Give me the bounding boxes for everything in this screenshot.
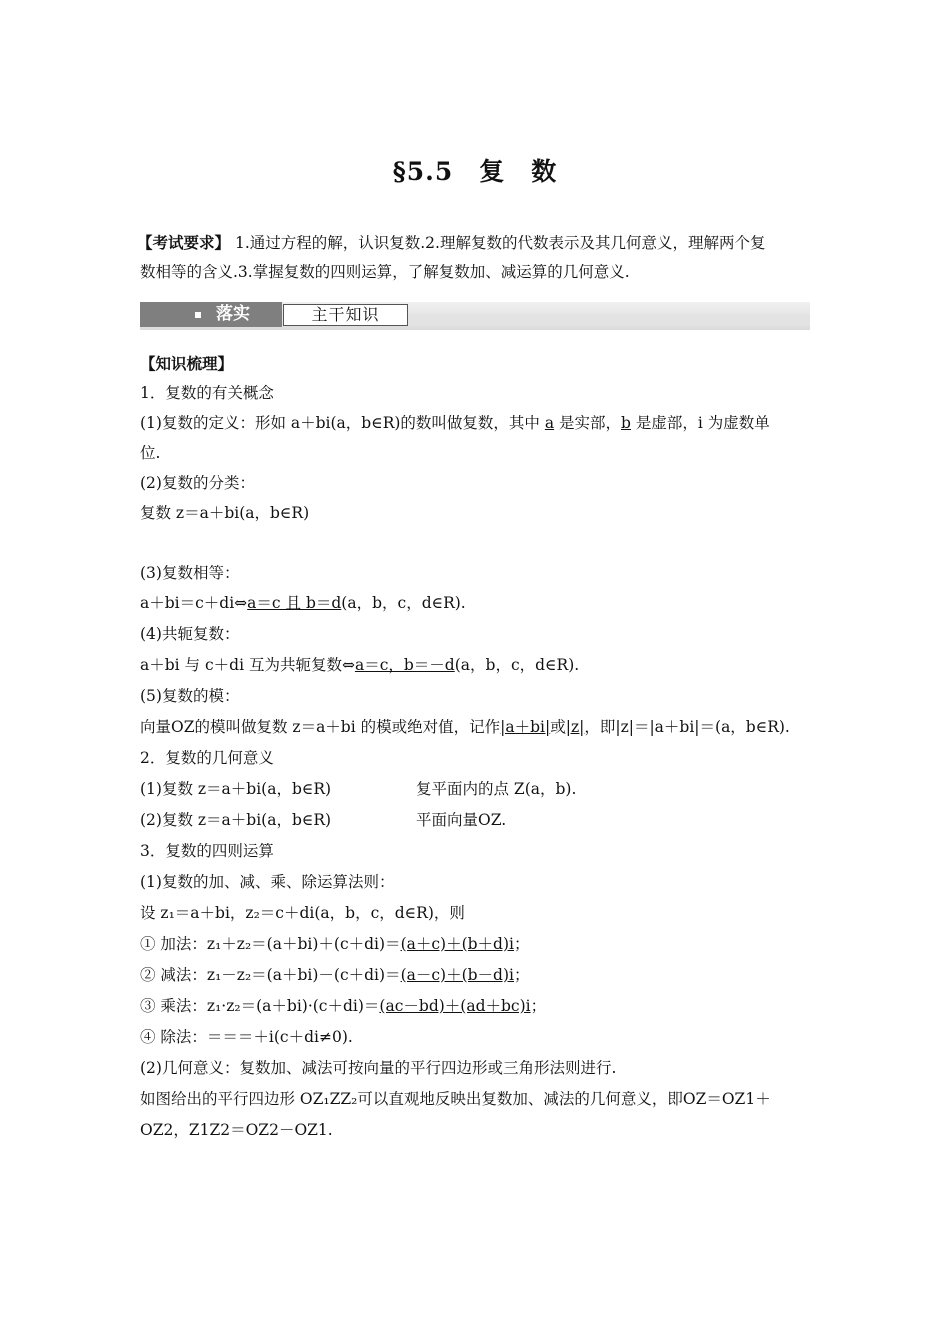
answer-addition: (a＋c)＋(b＋d)i [400, 935, 514, 953]
answer-multiplication: (ac－bd)＋(ad＋bc)i [379, 997, 531, 1015]
heading-concepts: 1．复数的有关概念 [140, 384, 274, 402]
conjugate-line: a＋bi 与 c＋di 互为共轭复数⇔a＝c，b＝－d(a，b，c，d∈R). [140, 656, 580, 674]
heading-geometric: 2．复数的几何意义 [140, 749, 274, 767]
parallelogram-line-cont: OZ2，Z1Z2＝OZ2－OZ1. [140, 1121, 333, 1139]
page-title: §5.5 复 数 [392, 157, 558, 186]
division-line: ④ 除法：＝＝＝＋i(c＋di≠0). [140, 1028, 353, 1046]
banner-left-label: 落实 [216, 304, 250, 324]
answer-subtraction: (a－c)＋(b－d)i [400, 966, 514, 984]
addition-line: ① 加法：z₁＋z₂＝(a＋bi)＋(c＋di)＝(a＋c)＋(b＋d)i； [140, 935, 530, 953]
modulus-heading: (5)复数的模： [140, 687, 240, 705]
banner-stripe [408, 314, 810, 326]
answer-conjugate: a＝c，b＝－d [354, 656, 455, 674]
parallelogram-line: 如图给出的平行四边形 OZ₁ZZ₂可以直观地反映出复数加、减法的几何意义，即OZ＝OZ1＋ [140, 1090, 771, 1108]
conjugate-heading: (4)共轭复数： [140, 625, 240, 643]
exam-requirements [137, 228, 812, 287]
answer-real-part: a [544, 414, 555, 432]
geometric-line-1: (1)复数 z＝a＋bi(a，b∈R) 复平面内的点 Z(a，b). [140, 780, 577, 798]
geometric-meaning-line: (2)几何意义：复数加、减法可按向量的平行四边形或三角形法则进行. [140, 1059, 617, 1077]
equality-line: a＋bi＝c＋di⇔a＝c 且 b＝d(a，b，c，d∈R). [140, 594, 466, 612]
modulus-line: 向量OZ的模叫做复数 z＝a＋bi 的模或绝对值，记作|a＋bi|或|z|，即|z|＝|a＋bi|＝(a，b∈R). [140, 718, 790, 736]
requirements-line-1: 1.通过方程的解，认识复数.2.理解复数的代数表示及其几何意义，理解两个复 [234, 234, 766, 252]
answer-imag-part: b [621, 414, 631, 432]
geometric-line-2: (2)复数 z＝a＋bi(a，b∈R) 平面向量OZ. [140, 811, 507, 829]
answer-modulus-2: |z| [565, 718, 585, 736]
section-header: 【知识梳理】 [140, 354, 234, 373]
answer-modulus-1: |a＋bi| [500, 718, 551, 736]
answer-equality: a＝c 且 b＝d [247, 594, 342, 612]
operations-setup: 设 z₁＝a＋bi，z₂＝c＋di(a，b，c，d∈R)，则 [140, 904, 465, 922]
banner-right-label: 主干知识 [283, 304, 408, 326]
square-bullet-icon [195, 312, 201, 318]
operations-rules-heading: (1)复数的加、减、乘、除运算法则： [140, 873, 395, 891]
heading-operations: 3．复数的四则运算 [140, 842, 274, 860]
definition-line: (1)复数的定义：形如 a＋bi(a，b∈R)的数叫做复数，其中 a 是实部，b 是虚部，i 为虚数单 [140, 414, 770, 432]
requirements-header: 【考试要求】 [137, 233, 231, 252]
multiplication-line: ③ 乘法：z₁·z₂＝(a＋bi)·(c＋di)＝(ac－bd)＋(ad＋bc)i； [140, 997, 547, 1015]
equality-heading: (3)复数相等： [140, 564, 240, 582]
section-banner [140, 302, 810, 330]
definition-line-cont: 位. [140, 444, 161, 462]
classification-heading: (2)复数的分类： [140, 474, 255, 492]
subtraction-line: ② 减法：z₁－z₂＝(a＋bi)－(c＋di)＝(a－c)＋(b－d)i； [140, 966, 530, 984]
banner-dark-tab [140, 302, 282, 327]
classification-line: 复数 z＝a＋bi(a，b∈R) [140, 504, 310, 522]
requirements-line-2: 数相等的含义.3.掌握复数的四则运算，了解复数加、减运算的几何意义. [140, 263, 630, 281]
